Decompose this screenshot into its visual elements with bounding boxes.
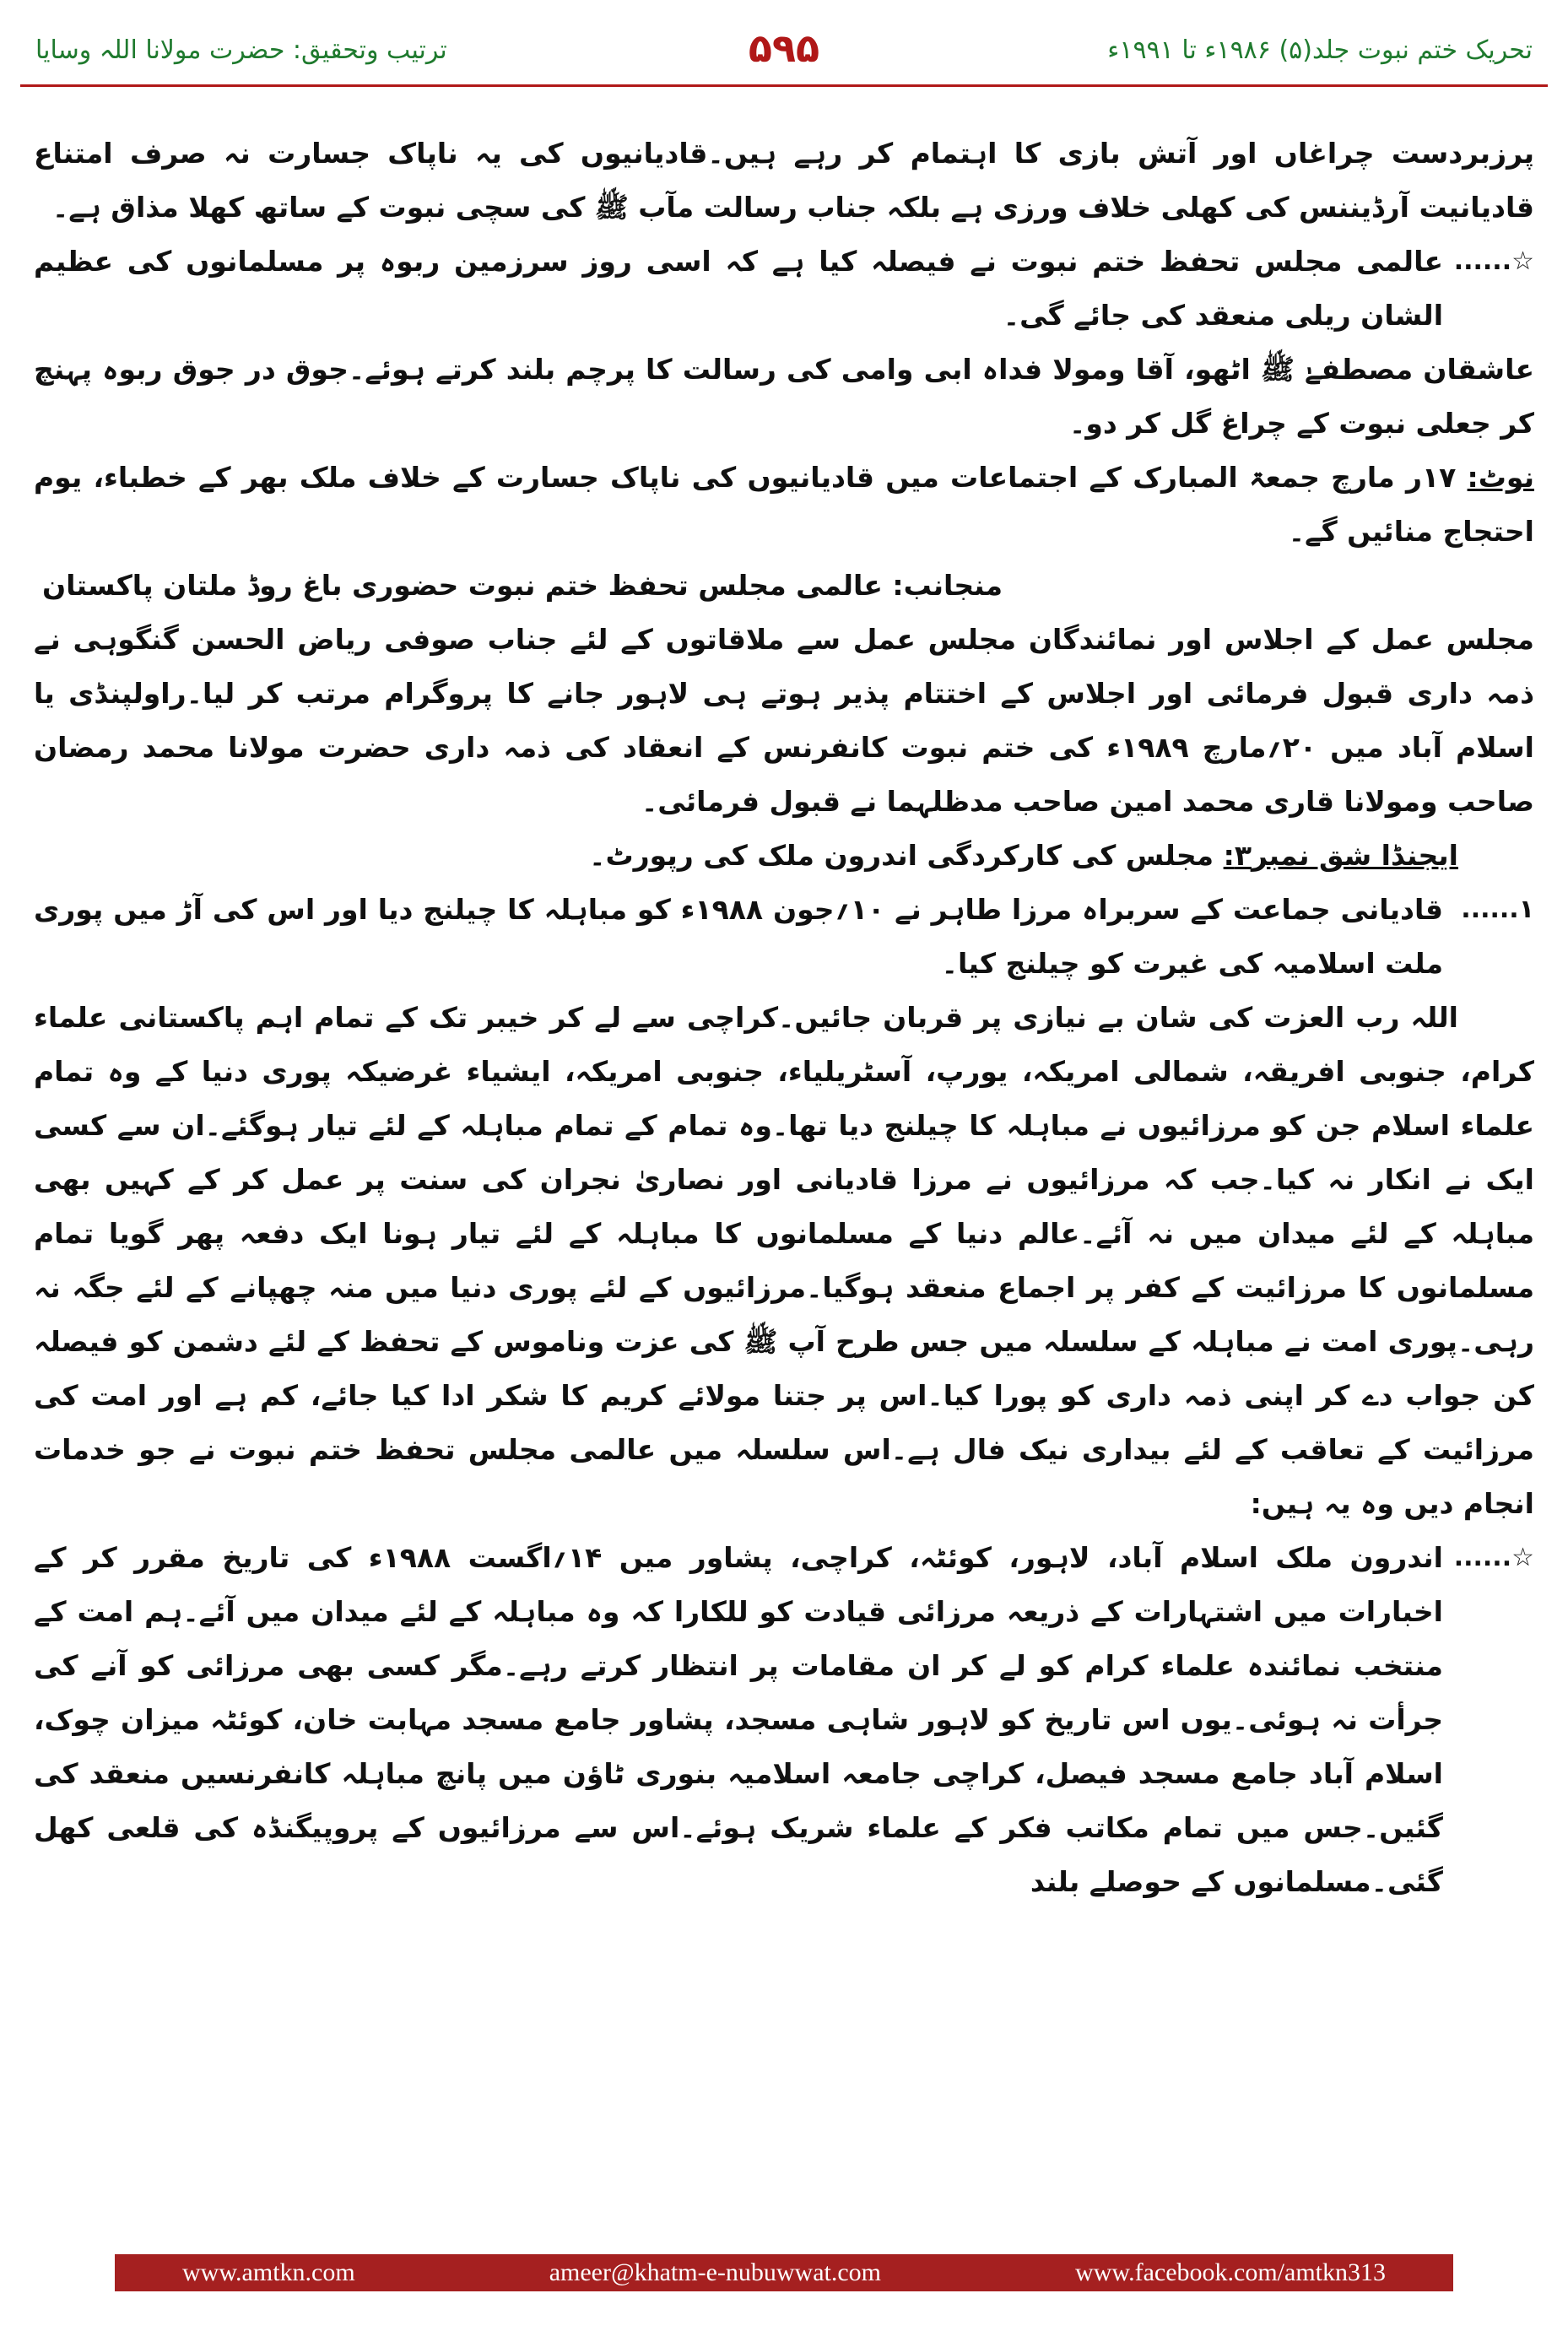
bullet-text: اندرون ملک اسلام آباد، لاہور، کوئٹہ، کراچی، پشاور میں ۱۴؍اگست ۱۹۸۸ء کی تاریخ مقرر کر کے اخبارات میں اشتہارات کے ذریعہ مرزائی قیادت کو للکارا کہ وہ مباہلہ کے لئے میدان میں آئے۔ہم امت کے منتخب نمائندہ علماء کرام کو لے کر ان مقامات پر انتظار کرتے رہے۔مگر کسی بھی مرزائی کو آنے کی جرأت نہ ہوئی۔یوں اس تاریخ کو لاہور شاہی مسجد، پشاور جامع مسجد مہابت خان، کوئٹہ میزان چوک، اسلام آباد جامع مسجد فیصل، کراچی جامعہ اسلامیہ بنوری ٹاؤن میں پانچ مباہلہ کانفرنسیں منعقد کی گئیں۔جس میں تمام مکاتب فکر کے علماء شریک ہوئے۔اس سے مرزائیوں کے پروپیگنڈہ کی قلعی کھل گئی۔مسلمانوں کے حوصلے بلند [34, 1541, 1443, 1898]
note-signature: منجانب: عالمی مجلس تحفظ ختم نبوت حضوری باغ روڈ ملتان پاکستان [42, 569, 1003, 602]
email-link[interactable]: ameer@khatm-e-nubuwwat.com [549, 2258, 882, 2286]
header-divider [20, 84, 1548, 87]
facebook-link[interactable]: www.facebook.com/amtkn313 [1075, 2258, 1386, 2286]
bullet-text: عالمی مجلس تحفظ ختم نبوت نے فیصلہ کیا ہے کہ اسی روز سرزمین ربوہ پر مسلمانوں کی عظیم الشان ریلی منعقد کی جائے گی۔ [34, 245, 1443, 332]
page-body [34, 127, 1534, 1909]
numbered-item-1 [34, 883, 1534, 991]
note-label: نوٹ: [1467, 461, 1534, 494]
item-number: ۱...... [1461, 895, 1534, 924]
item-text: قادیانی جماعت کے سربراہ مرزا طاہر نے ۱۰؍جون ۱۹۸۸ء کو مباہلہ کا چیلنج دیا اور اس کی آڑ میں پوری ملت اسلامیہ کی غیرت کو چیلنج کیا۔ [34, 893, 1443, 980]
paragraph-1: پرزبردست چراغاں اور آتش بازی کا اہتمام کر رہے ہیں۔قادیانیوں کی یہ ناپاک جسارت نہ صرف امتناع قادیانیت آرڈیننس کی کھلی خلاف ورزی ہے بلکہ جناب رسالت مآب ﷺ کی سچی نبوت کے ساتھ کھلا مذاق ہے۔ [34, 137, 1534, 224]
page-number: ۵۹۵ [748, 25, 820, 71]
agenda-heading [34, 829, 1534, 883]
bullet-item-rally [34, 235, 1534, 343]
star-bullet-icon: ☆...... [1453, 1543, 1534, 1572]
book-title: تحریک ختم نبوت جلد(۵) ۱۹۸۶ء تا ۱۹۹۱ء [1107, 35, 1533, 65]
note-paragraph [34, 451, 1534, 559]
bullet-item-mubahala [34, 1531, 1534, 1909]
agenda-label: ایجنڈا شق نمبر۳: [1223, 839, 1458, 872]
page-footer [115, 2254, 1453, 2291]
page-header [35, 25, 1533, 101]
note-text: ۱۷ر مارچ جمعۃ المبارک کے اجتماعات میں قادیانیوں کی ناپاک جسارت کے خلاف ملک بھر کے خطباء، یوم احتجاج منائیں گے۔ [34, 461, 1534, 548]
compiler-credit: ترتیب وتحقیق: حضرت مولانا اللہ وسایا [35, 35, 447, 65]
website-link[interactable]: www.amtkn.com [182, 2258, 355, 2286]
paragraph-4: مجلس عمل کے اجلاس اور نمائندگان مجلس عمل سے ملاقاتوں کے لئے جناب صوفی ریاض الحسن گنگوہی نے ذمہ داری قبول فرمائی اور اجلاس کے اختتام پذیر ہوتے ہی لاہور جانے کا پروگرام مرتب کر لیا۔راولپنڈی یا اسلام آباد میں ۲۰؍مارچ ۱۹۸۹ء کی ختم نبوت کانفرنس کے انعقاد کی ذمہ داری حضرت مولانا محمد رمضان صاحب ومولانا قاری محمد امین صاحب مدظلہما نے قبول فرمائی۔ [34, 623, 1534, 818]
paragraph-3: عاشقان مصطفےٰ ﷺ اٹھو، آقا ومولا فداہ ابی وامی کی رسالت کا پرچم بلند کرتے ہوئے۔جوق در جوق ربوہ پہنچ کر جعلی نبوت کے چراغ گل کر دو۔ [34, 353, 1534, 440]
star-bullet-icon: ☆...... [1453, 246, 1534, 276]
paragraph-5: اللہ رب العزت کی شان بے نیازی پر قربان جائیں۔کراچی سے لے کر خیبر تک کے تمام اہم پاکستانی علماء کرام، جنوبی افریقہ، شمالی امریکہ، یورپ، آسٹریلیاء، جنوبی امریکہ، ایشیاء غرضیکہ پوری دنیا کے وہ تمام علماء اسلام جن کو مرزائیوں نے مباہلہ کا چیلنج دیا تھا۔وہ تمام کے تمام مباہلہ کے لئے تیار ہوگئے۔ان سے کسی ایک نے انکار نہ کیا۔جب کہ مرزائیوں نے مرزا قادیانی اور نصاریٰ نجران کی سنت پر عمل کر کے کہیں بھی مباہلہ کے لئے میدان میں نہ آئے۔عالم دنیا کے مسلمانوں کا مباہلہ کے لئے تیار ہونا ایک دفعہ پھر گویا تمام مسلمانوں کا مرزائیت کے کفر پر اجماع منعقد ہوگیا۔مرزائیوں کے لئے پوری دنیا میں منہ چھپانے کے لئے جگہ نہ رہی۔پوری امت نے مباہلہ کے سلسلہ میں جس طرح آپ ﷺ کی عزت وناموس کے تحفظ کے لئے دشمن کو فیصلہ کن جواب دے کر اپنی ذمہ داری کو پورا کیا۔اس پر جتنا مولائے کریم کا شکر ادا کیا جائے، کم ہے اور امت کی مرزائیت کے تعاقب کے لئے بیداری نیک فال ہے۔اس سلسلہ میں عالمی مجلس تحفظ ختم نبوت نے جو خدمات انجام دیں وہ یہ ہیں: [34, 1001, 1534, 1520]
agenda-text: مجلس کی کارکردگی اندرون ملک کی رپورٹ۔ [589, 839, 1224, 872]
note-signature-line [34, 559, 1534, 613]
